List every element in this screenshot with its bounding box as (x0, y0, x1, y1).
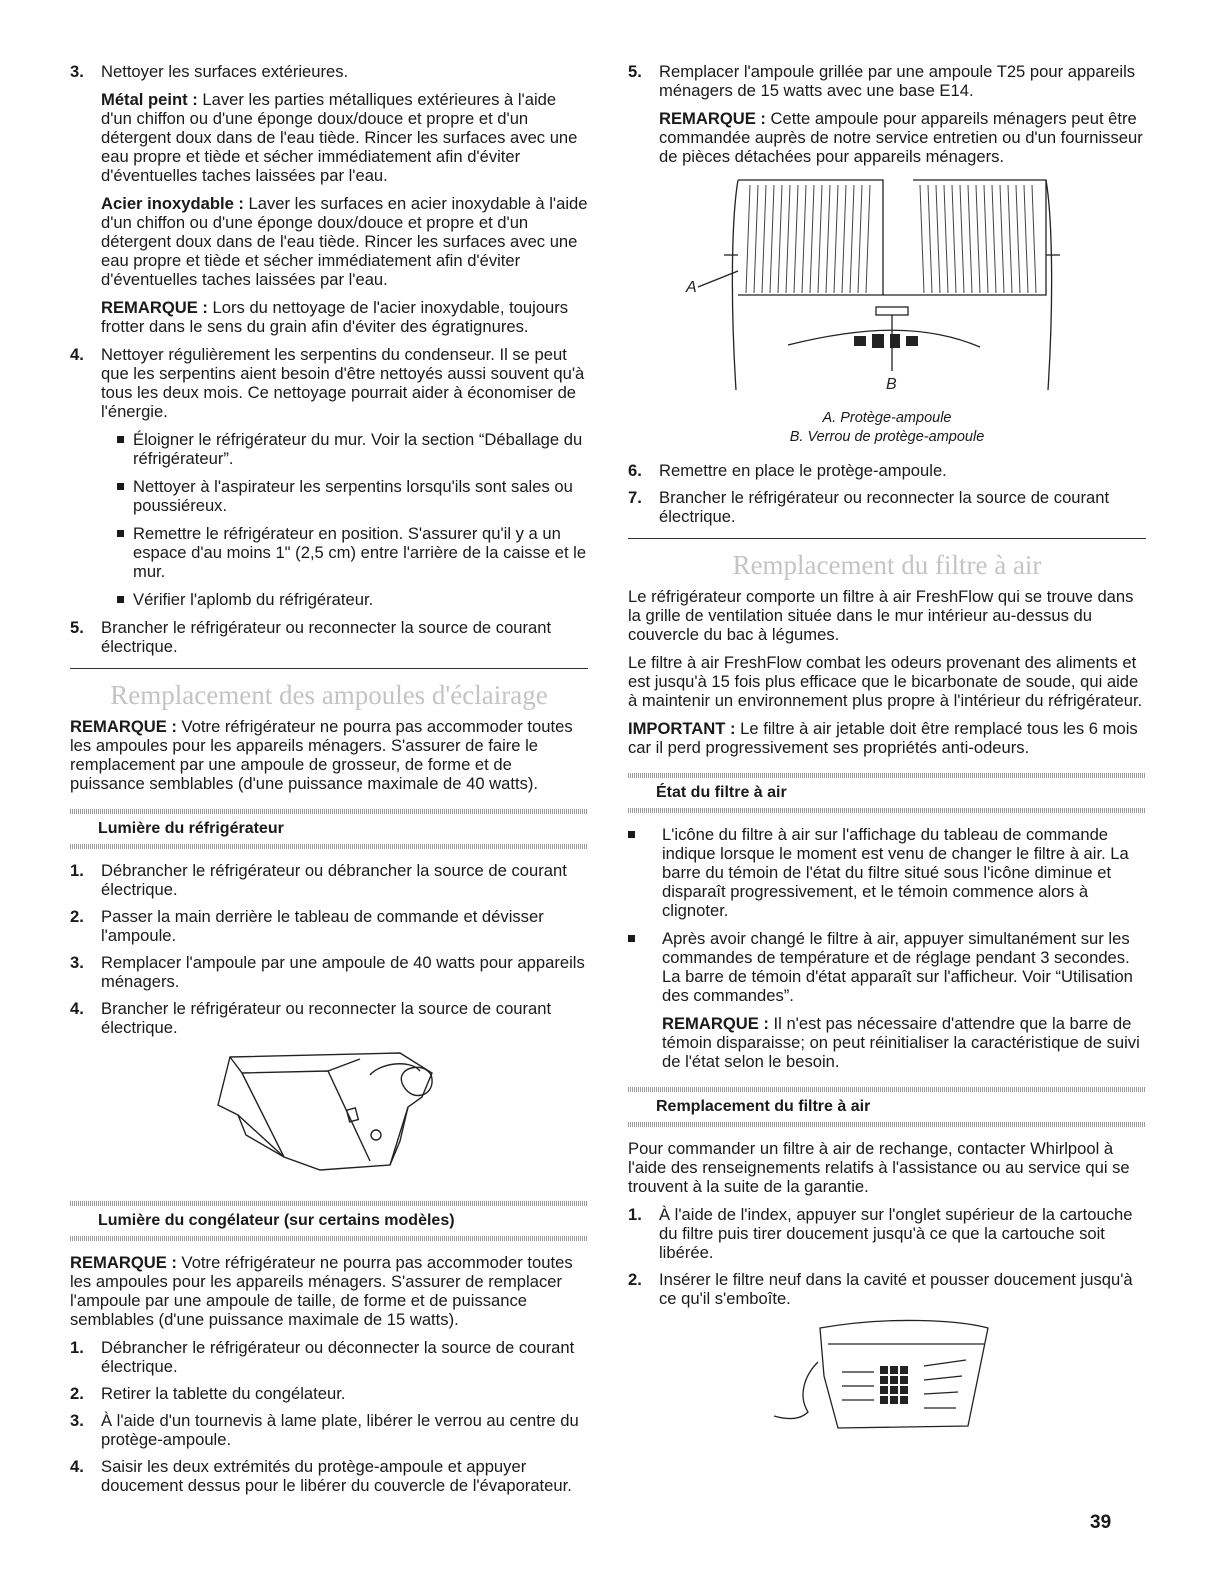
section-title-bulbs: Remplacement des ampoules d'éclairage (70, 668, 588, 711)
figure-label-a: A (686, 279, 697, 296)
step-5 (628, 62, 1146, 166)
bullet-item (628, 929, 1146, 1071)
step-text: Débrancher le réfrigérateur ou déconnecter la source de courant électrique. (101, 1338, 575, 1376)
step-text: Passer la main derrière le tableau de commande et dévisser l'ampoule. (101, 907, 544, 945)
list-item (628, 1270, 1146, 1308)
paragraph: Le filtre à air FreshFlow combat les odeurs provenant des aliments et est jusqu'à 15 fois plus efficace que le bicarbonate de soude, qui aide à maintenir un environnement plus propre à l'intérieur du réfrigérateur. (628, 653, 1143, 710)
note-text: Lors du nettoyage de l'acier inoxydable, toujours frotter dans le sens du grain afin d'éviter des égratignures. (101, 298, 569, 336)
caption-b: B. Verrou de protège-ampoule (789, 429, 985, 445)
air-filter-illustration (628, 1316, 1146, 1436)
step-number: 5. (628, 62, 642, 81)
step-text: À l'aide de l'index, appuyer sur l'onglet supérieur de la cartouche du filtre puis tirer doucement jusqu'à ce que la cartouche soit libérée. (659, 1205, 1133, 1262)
fridge-light-illustration (70, 1045, 588, 1185)
figure-label-b: B (886, 376, 897, 393)
step-text: Nettoyer les surfaces extérieures. (101, 62, 349, 81)
step-text: Remplacer l'ampoule grillée par une ampoule T25 pour appareils ménagers de 15 watts avec une base E14. (659, 62, 1136, 100)
step-6 (628, 461, 1146, 480)
note-label: REMARQUE : (70, 717, 177, 736)
list-item (70, 1457, 588, 1495)
note-label: REMARQUE : (659, 109, 766, 128)
bullet-text: Après avoir changé le filtre à air, appuyer simultanément sur les commandes de température et de réglage pendant 3 secondes. La barre de témoin d'état apparaît sur l'afficheur. Voir “Utilisation des commandes”. (662, 929, 1133, 1005)
step-number: 2. (70, 907, 84, 926)
step-number: 7. (628, 488, 642, 507)
figure-caption (628, 409, 1146, 447)
subheading-text: Remplacement du filtre à air (656, 1098, 871, 1115)
step-text: Remplacer l'ampoule par une ampoule de 40 watts pour appareils ménagers. (101, 953, 585, 991)
note-text: Votre réfrigérateur ne pourra pas accommoder toutes les ampoules pour les appareils ménagers. S'assurer de remplacer l'ampoule par une ampoule de taille, de forme et de puissance semblables (d'une puissance maximale de 15 watts). (70, 1253, 573, 1329)
page-number: 39 (1090, 1512, 1112, 1533)
step-5 (70, 618, 588, 656)
note-label: REMARQUE : (70, 1253, 177, 1272)
list-item (70, 999, 588, 1037)
note-text: Votre réfrigérateur ne pourra pas accommoder toutes les ampoules pour les appareils ménagers. S'assurer de faire le remplacement par une ampoule de grosseur, de forme et de puissance semblables (d'une puissance maximale de 40 watts). (70, 717, 573, 793)
list-item (70, 1411, 588, 1449)
note-text: Il n'est pas nécessaire d'attendre que la barre de témoin disparaisse; on peut réinitialiser la caractéristique de suivi de l'état selon le besoin. (662, 1014, 1140, 1071)
step-text: Retirer la tablette du congélateur. (101, 1384, 346, 1403)
note-label: REMARQUE : (101, 298, 208, 317)
step-text: Remettre en place le protège-ampoule. (659, 461, 947, 480)
step-text: Brancher le réfrigérateur ou reconnecter la source de courant électrique. (101, 618, 552, 656)
note-text: Cette ampoule pour appareils ménagers peut être commandée auprès de notre service entretien ou d'un fournisseur de pièces détachées pour appareils ménagers. (659, 109, 1143, 166)
step-text: Insérer le filtre neuf dans la cavité et pousser doucement jusqu'à ce qu'il s'emboîte. (659, 1270, 1133, 1308)
subheading-freezer-light (70, 1201, 588, 1241)
subheading-text: État du filtre à air (656, 784, 787, 801)
step-3 (70, 62, 588, 336)
step-number: 4. (70, 1457, 84, 1476)
subheading-filter-replacement (628, 1087, 1146, 1127)
step-text: Saisir les deux extrémités du protège-ampoule et appuyer doucement dessus pour le libérer du couvercle de l'évaporateur. (101, 1457, 572, 1495)
metal-label: Métal peint : (101, 90, 198, 109)
subheading-filter-status (628, 773, 1146, 813)
inox-text: Laver les surfaces en acier inoxydable à l'aide d'un chiffon ou d'une éponge doux/douce et propre et d'un détergent doux dans de l'eau tiède. Rincer les surfaces avec une eau propre et tiède et sécher immédiatement afin d'éviter d'éventuelles taches laissées par l'eau. (101, 194, 588, 289)
step-number: 1. (70, 1338, 84, 1357)
note-label: REMARQUE : (662, 1014, 769, 1033)
bullet-item: Nettoyer à l'aspirateur les serpentins lorsqu'ils sont sales ou poussiéreux. (70, 477, 588, 515)
paragraph: Le réfrigérateur comporte un filtre à air FreshFlow qui se trouve dans la grille de ventilation située dans le mur intérieur au-dessus du couvercle du bac à légumes. (628, 587, 1134, 644)
bullet-item: Éloigner le réfrigérateur du mur. Voir la section “Déballage du réfrigérateur”. (70, 430, 588, 468)
section-title-air-filter: Remplacement du filtre à air (628, 538, 1146, 581)
step-number: 3. (70, 62, 84, 81)
step-4 (70, 345, 588, 421)
paragraph: Pour commander un filtre à air de rechange, contacter Whirlpool à l'aide des renseignements relatifs à l'assistance ou au service qui se trouvent à la suite de la garantie. (628, 1139, 1130, 1196)
step-number: 1. (70, 861, 84, 880)
step-text: Débrancher le réfrigérateur ou débrancher la source de courant électrique. (101, 861, 567, 899)
step-number: 2. (628, 1270, 642, 1289)
left-column (70, 62, 588, 1503)
step-number: 3. (70, 1411, 84, 1430)
step-number: 4. (70, 999, 84, 1018)
bulb-cover-illustration (628, 175, 1146, 447)
important-label: IMPORTANT : (628, 719, 736, 738)
step-number: 4. (70, 345, 84, 364)
step-text: Nettoyer régulièrement les serpentins du condenseur. Il se peut que les serpentins aient besoin d'être nettoyés aussi souvent qu'à tous les deux mois. Ce nettoyage pourrait aider à économiser de l'énergie. (101, 345, 585, 421)
bullet-item (628, 825, 1146, 920)
metal-text: Laver les parties métalliques extérieures à l'aide d'un chiffon ou d'une éponge doux/douce et propre et d'un détergent doux dans de l'eau tiède. Rincer les surfaces avec une eau propre et tiède et sécher immédiatement afin d'éviter d'éventuelles taches laissées par l'eau. (101, 90, 578, 185)
step-number: 5. (70, 618, 84, 637)
subheading-text: Lumière du congélateur (sur certains modèles) (98, 1212, 455, 1229)
step-text: Brancher le réfrigérateur ou reconnecter la source de courant électrique. (101, 999, 552, 1037)
list-item (70, 1384, 588, 1403)
step-number: 2. (70, 1384, 84, 1403)
bullet-text: L'icône du filtre à air sur l'affichage du tableau de commande indique lorsque le moment est venu de changer le filtre à air. La barre du témoin de l'état du filtre situé sous l'icône diminue et disparaît progressivement, et le témoin commence alors à clignoter. (662, 825, 1129, 920)
caption-a: A. Protège-ampoule (822, 410, 952, 426)
step-7 (628, 488, 1146, 526)
bullet-item: Vérifier l'aplomb du réfrigérateur. (70, 590, 588, 609)
inox-label: Acier inoxydable : (101, 194, 244, 213)
step-text: À l'aide d'un tournevis à lame plate, libérer le verrou au centre du protège-ampoule. (101, 1411, 579, 1449)
important-text: Le filtre à air jetable doit être remplacé tous les 6 mois car il perd progressivement ses propriétés anti-odeurs. (628, 719, 1138, 757)
bullet-item: Remettre le réfrigérateur en position. S'assurer qu'il y a un espace d'au moins 1" (2,5 cm) entre l'arrière de la caisse et le mur. (70, 524, 588, 581)
step-text: Brancher le réfrigérateur ou reconnecter la source de courant électrique. (659, 488, 1110, 526)
list-item (70, 861, 588, 899)
step-number: 1. (628, 1205, 642, 1224)
subheading-fridge-light (70, 809, 588, 849)
step-number: 3. (70, 953, 84, 972)
list-item (70, 1338, 588, 1376)
subheading-text: Lumière du réfrigérateur (98, 820, 284, 837)
list-item (70, 907, 588, 945)
list-item (628, 1205, 1146, 1262)
right-column (628, 62, 1146, 1436)
list-item (70, 953, 588, 991)
step-number: 6. (628, 461, 642, 480)
